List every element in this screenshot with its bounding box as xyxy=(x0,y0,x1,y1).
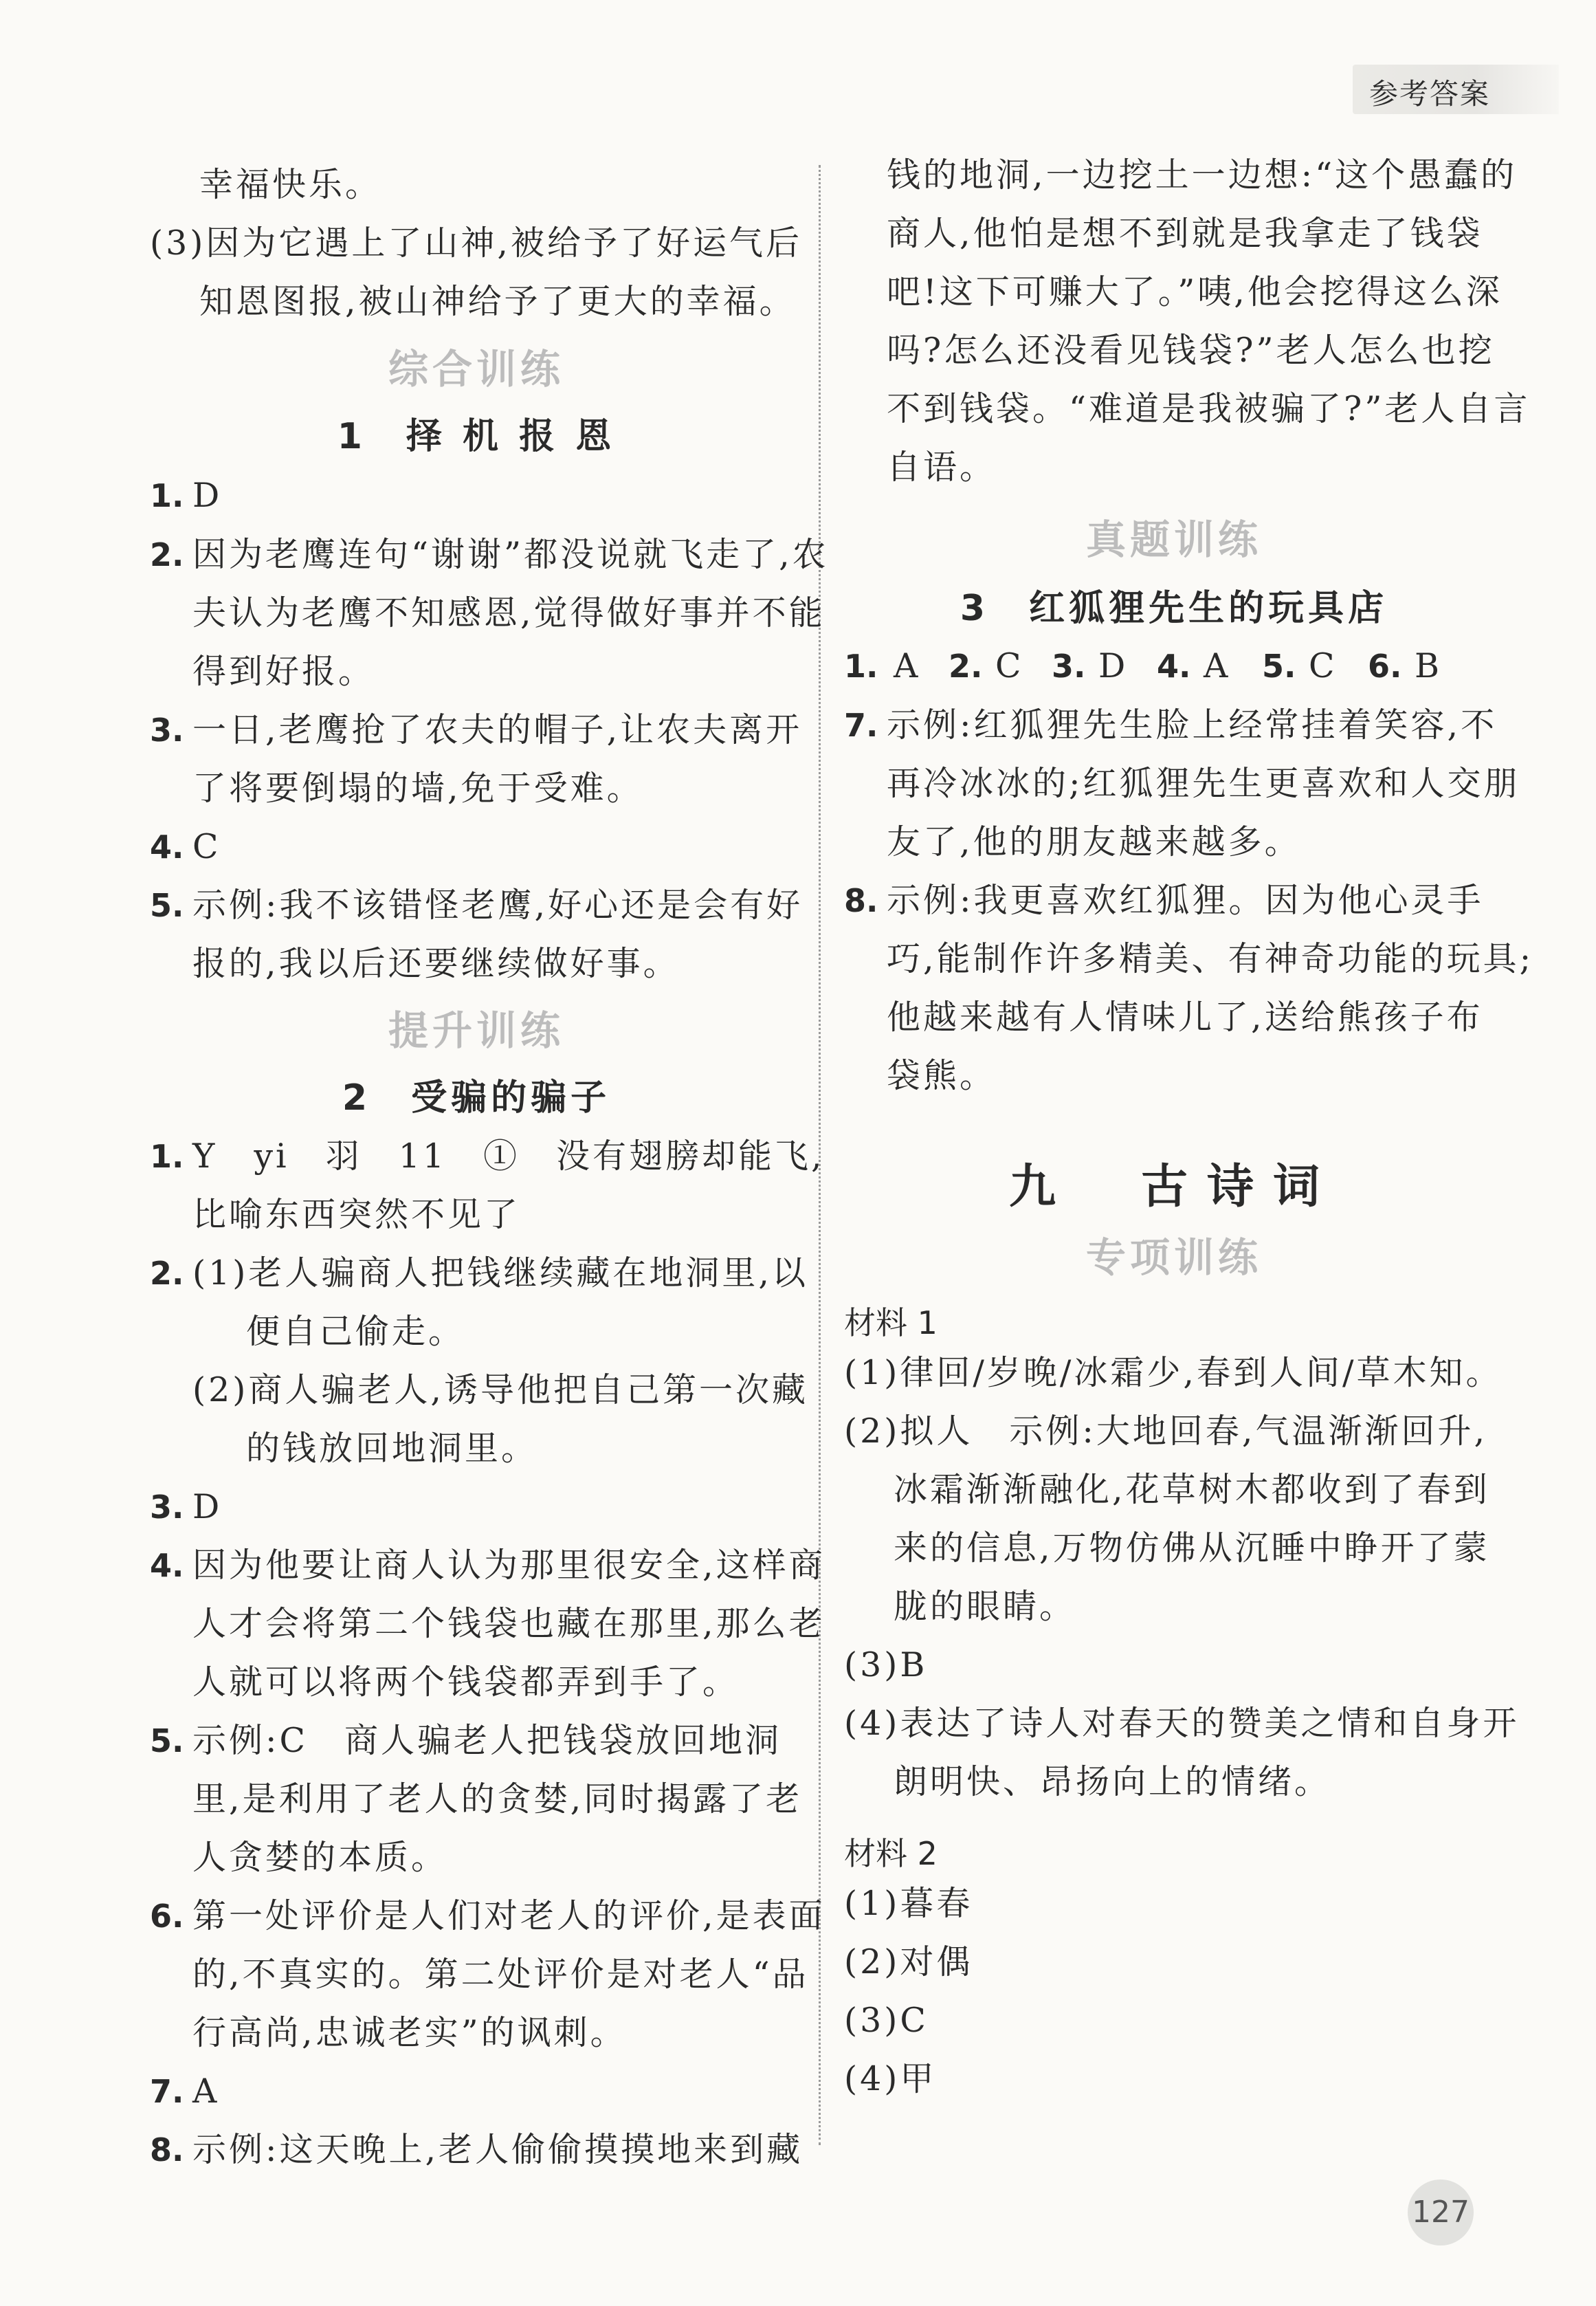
answer-line: 报的,我以后还要继续做好事。 xyxy=(192,944,680,983)
answer-choice: C xyxy=(995,646,1024,685)
answer-line: 一日,老鹰抢了农夫的帽子,让农夫离开 xyxy=(192,710,803,749)
answer-line: 朗明快、昂扬向上的情绪。 xyxy=(894,1762,1331,1801)
answer-line: 再冷冰冰的;红狐狸先生更喜欢和人交朋 xyxy=(887,764,1520,803)
section-title-comprehensive: 综合训练 xyxy=(388,346,564,393)
answer-line: Y yi 羽 11 ① 没有翅膀却能飞, xyxy=(192,1136,825,1176)
answer-line: 示例:我更喜欢红狐狸。因为他心灵手 xyxy=(887,881,1484,920)
question-number: 2. xyxy=(150,1255,184,1292)
question-number: 3. xyxy=(150,712,184,749)
lesson-title-1: 1 择 机 报 恩 xyxy=(337,416,616,457)
answer-line: 吗?怎么还没看见钱袋?”老人怎么也挖 xyxy=(887,331,1495,370)
answer-line: C xyxy=(192,827,221,866)
question-number: 8. xyxy=(844,882,878,919)
answer-line: 不到钱袋。“难道是我被骗了?”老人自言 xyxy=(887,389,1531,428)
answer-line: 人才会将第二个钱袋也藏在那里,那么老 xyxy=(192,1604,825,1643)
answer-line: 了将要倒塌的墙,免于受难。 xyxy=(192,769,643,808)
question-number: 4. xyxy=(150,828,184,866)
answer-line: 巧,能制作许多精美、有神奇功能的玩具; xyxy=(887,939,1534,978)
intro-line: 知恩图报,被山神给予了更大的幸福。 xyxy=(199,282,796,321)
answer-line: (1)暮春 xyxy=(844,1884,973,1923)
question-number: 6. xyxy=(1368,648,1402,685)
question-number: 8. xyxy=(150,2131,184,2168)
answer-line: 商人,他怕是想不到就是我拿走了钱袋 xyxy=(887,214,1483,253)
question-number: 4. xyxy=(1157,648,1191,685)
lesson-title-3: 3 红狐狸先生的玩具店 xyxy=(960,588,1388,629)
answer-line: 示例:我不该错怪老鹰,好心还是会有好 xyxy=(192,886,803,925)
question-number: 2. xyxy=(150,536,184,573)
answer-line: 因为他要让商人认为那里很安全,这样商 xyxy=(192,1546,825,1585)
section-title-improvement: 提升训练 xyxy=(388,1007,564,1054)
answer-line: 第一处评价是人们对老人的评价,是表面 xyxy=(192,1896,825,1935)
answer-line: 比喻东西突然不见了 xyxy=(192,1195,521,1234)
answer-key-tag xyxy=(1353,65,1559,114)
question-number: 2. xyxy=(949,648,983,685)
question-number: 1. xyxy=(150,1138,184,1175)
intro-line: 幸福快乐。 xyxy=(199,165,382,204)
material-label: 材料 2 xyxy=(844,1835,938,1872)
answer-line: 便自己偷走。 xyxy=(246,1312,465,1351)
question-number: 3. xyxy=(1052,648,1086,685)
question-number: 4. xyxy=(150,1547,184,1584)
answer-line: (4)表达了诗人对春天的赞美之情和自身开 xyxy=(844,1704,1520,1743)
question-number: 7. xyxy=(150,2073,184,2110)
question-number: 5. xyxy=(1262,648,1296,685)
answer-line: (1)律回/岁晚/冰霜少,春到人间/草木知。 xyxy=(844,1353,1503,1392)
section-title-real-exam: 真题训练 xyxy=(1085,516,1262,563)
page-number: 127 xyxy=(1408,2179,1474,2245)
question-number: 1. xyxy=(150,477,184,514)
answer-line: (4)甲 xyxy=(844,2059,937,2098)
answer-line: 他越来越有人情味儿了,送给熊孩子布 xyxy=(887,998,1483,1037)
answer-line: 人就可以将两个钱袋都弄到手了。 xyxy=(192,1662,740,1702)
answer-line: 来的信息,万物仿佛从沉睡中睁开了蒙 xyxy=(894,1528,1490,1568)
answer-line: 里,是利用了老人的贪婪,同时揭露了老 xyxy=(192,1779,803,1819)
answer-line: 人贪婪的本质。 xyxy=(192,1838,448,1877)
answer-line: D xyxy=(192,476,223,515)
answer-choice: A xyxy=(894,646,921,685)
answer-line: 示例:这天晚上,老人偷偷摸摸地来到藏 xyxy=(192,2130,803,2169)
answer-choice: B xyxy=(1415,646,1443,685)
answer-line: 袋熊。 xyxy=(887,1056,997,1095)
answer-choice: C xyxy=(1309,646,1338,685)
question-number: 6. xyxy=(150,1898,184,1935)
chapter-title: 九 古诗词 xyxy=(1008,1160,1339,1214)
answer-choice: D xyxy=(1098,646,1129,685)
answer-line: 吧!这下可赚大了。”咦,他会挖得这么深 xyxy=(887,272,1503,311)
question-number: 5. xyxy=(150,1722,184,1759)
answer-line: 示例:红狐狸先生脸上经常挂着笑容,不 xyxy=(887,705,1498,745)
question-number: 3. xyxy=(150,1489,184,1526)
answer-line: (2)商人骗老人,诱导他把自己第一次藏 xyxy=(192,1370,808,1409)
answer-line: 夫认为老鹰不知感恩,觉得做好事并不能 xyxy=(192,593,825,633)
question-number: 7. xyxy=(844,707,878,744)
section-title-special: 专项训练 xyxy=(1085,1234,1262,1281)
answer-line: 自语。 xyxy=(887,448,997,487)
material-label: 材料 1 xyxy=(844,1304,938,1341)
answer-line: 行高尚,忠诚老实”的讽刺。 xyxy=(192,2013,627,2052)
answer-line: 因为老鹰连句“谢谢”都没说就飞走了,农 xyxy=(192,535,829,574)
answer-line: 的钱放回地洞里。 xyxy=(246,1429,538,1468)
answer-line: (2)拟人 示例:大地回春,气温渐渐回升, xyxy=(844,1412,1488,1451)
answer-line: 冰霜渐渐融化,花草树木都收到了春到 xyxy=(894,1470,1490,1509)
answer-line: (2)对偶 xyxy=(844,1942,973,1981)
answer-line: D xyxy=(192,1487,223,1526)
answer-line: (3)B xyxy=(844,1645,928,1684)
lesson-title-2: 2 受骗的骗子 xyxy=(342,1077,611,1119)
question-number: 1. xyxy=(844,648,878,685)
answer-line: (1)老人骗商人把钱继续藏在地洞里,以 xyxy=(192,1253,808,1293)
answer-line: 示例:C 商人骗老人把钱袋放回地洞 xyxy=(192,1721,782,1760)
answer-line: 钱的地洞,一边挖土一边想:“这个愚蠢的 xyxy=(887,155,1518,195)
answer-line: 胧的眼睛。 xyxy=(894,1587,1076,1626)
answer-choice: A xyxy=(1204,646,1231,685)
question-number: 5. xyxy=(150,887,184,924)
answer-key-label: 参考答案 xyxy=(1369,77,1491,111)
answer-line: (3)C xyxy=(844,2001,929,2040)
answer-line: 友了,他的朋友越来越多。 xyxy=(887,822,1301,861)
answer-line: 得到好报。 xyxy=(192,652,375,691)
answer-line: 的,不真实的。第二处评价是对老人“品 xyxy=(192,1955,809,1994)
intro-line: (3)因为它遇上了山神,被给予了好运气后 xyxy=(150,223,802,263)
answer-line: A xyxy=(192,2072,220,2111)
